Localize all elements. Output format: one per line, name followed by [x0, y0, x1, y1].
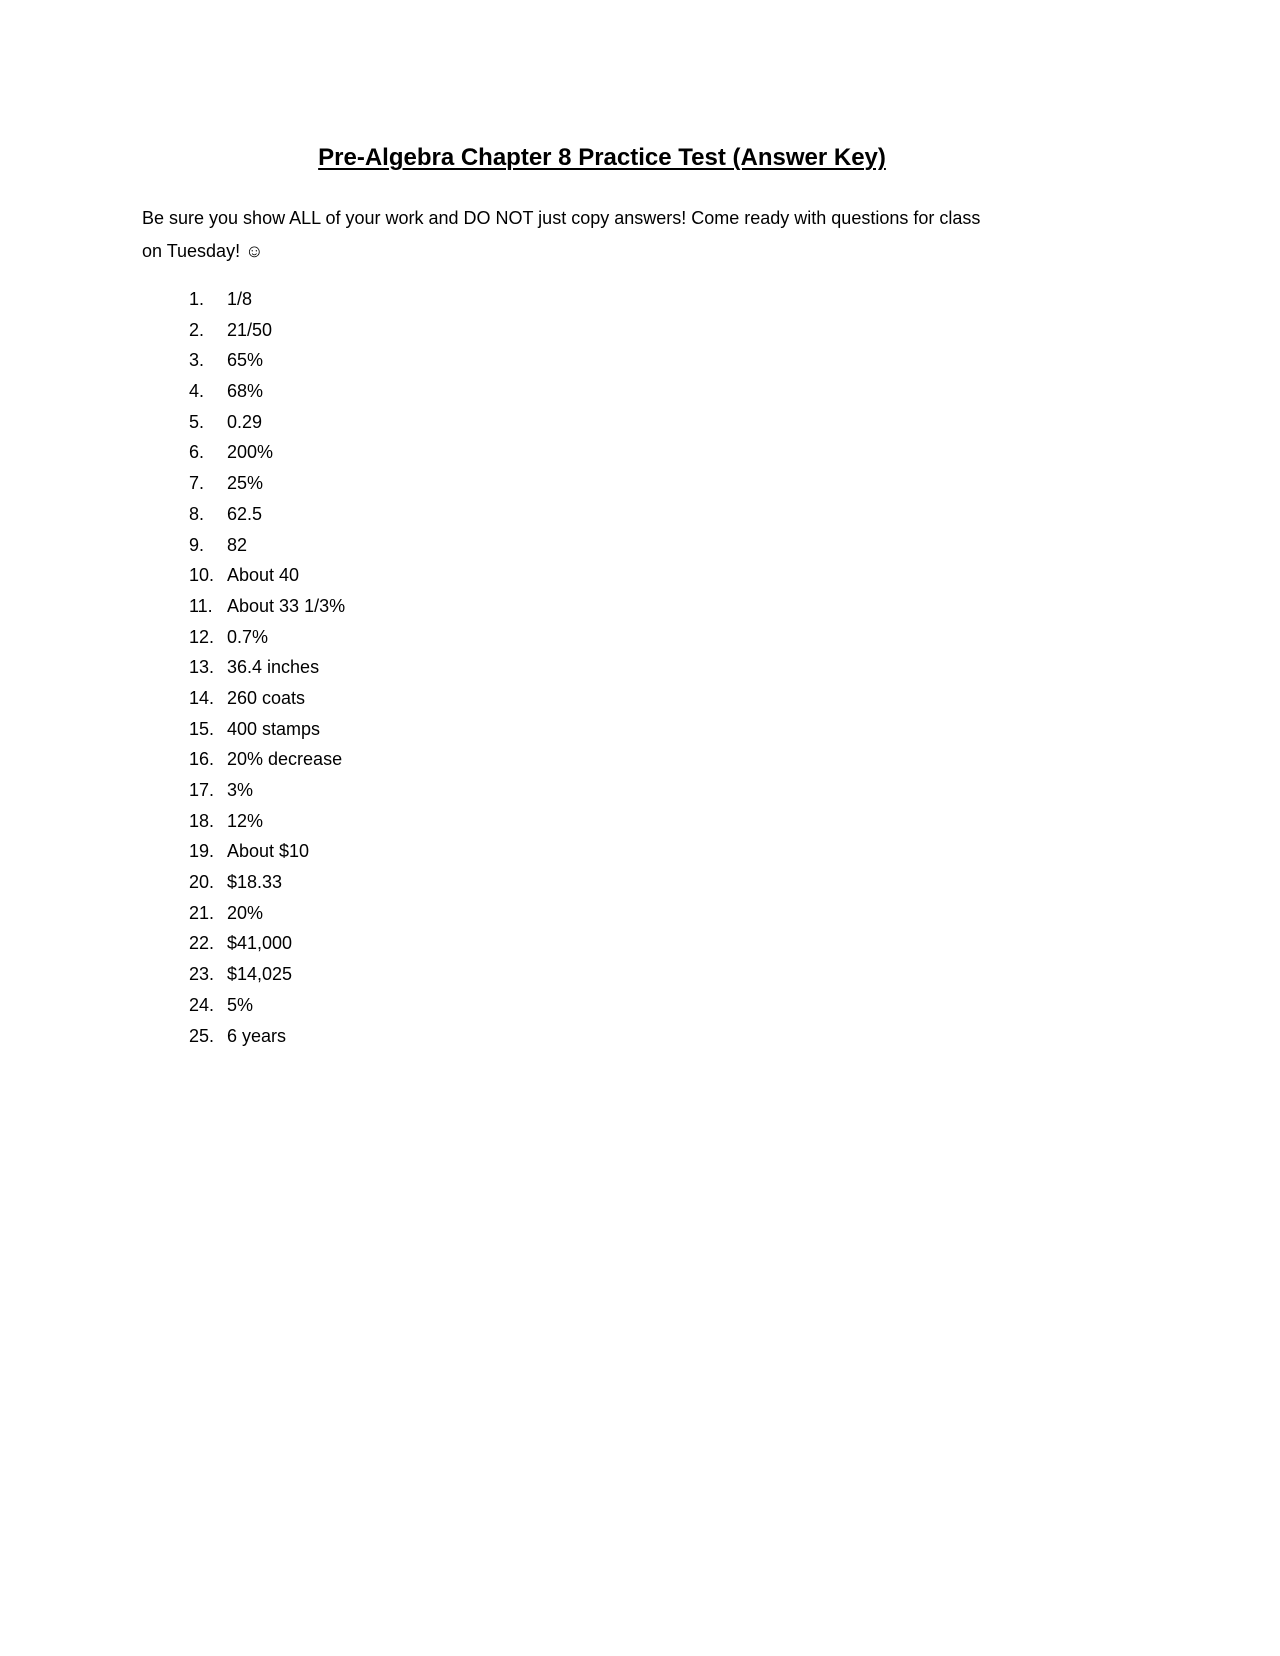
list-item	[142, 1021, 1062, 1052]
list-item-text: 1/8	[227, 289, 253, 309]
list-item-number: 24.	[189, 994, 215, 1015]
list-item-number: 2.	[189, 319, 205, 340]
list-item	[142, 407, 1062, 438]
list-item-text: 82	[227, 534, 248, 555]
list-item-number: 13.	[189, 657, 215, 678]
list-item-number: 1.	[189, 289, 205, 309]
intro-line-2: on Tuesday! ☺	[142, 241, 264, 261]
list-item-number: 22.	[189, 933, 215, 954]
list-item	[142, 775, 1062, 806]
list-item	[142, 683, 1062, 714]
list-item-number: 23.	[189, 964, 215, 985]
list-item-text: 0.7%	[227, 626, 269, 647]
list-item-number: 3.	[189, 350, 205, 371]
list-item	[142, 898, 1062, 929]
list-item	[142, 836, 1062, 867]
answer-list	[142, 284, 1062, 1051]
list-item	[142, 622, 1062, 653]
list-item-number: 9.	[189, 534, 205, 555]
list-item-number: 25.	[189, 1025, 215, 1046]
list-item-text: $18.33	[227, 872, 283, 893]
list-item	[142, 591, 1062, 622]
list-item-text: $41,000	[227, 933, 293, 954]
list-item-text: 25%	[227, 473, 264, 494]
list-item-number: 18.	[189, 810, 215, 831]
list-item	[142, 744, 1062, 775]
list-item-text: 0.29	[227, 411, 263, 432]
list-item	[142, 867, 1062, 898]
list-item-number: 17.	[189, 780, 215, 800]
list-item-number: 20.	[189, 872, 215, 893]
list-item	[142, 315, 1062, 346]
list-item	[142, 468, 1062, 499]
list-item-text: 5%	[227, 994, 254, 1015]
list-item-number: 5.	[189, 411, 205, 432]
list-item-number: 10.	[189, 565, 215, 586]
page-title	[142, 0, 1062, 172]
list-item-text: 12%	[227, 810, 264, 831]
list-item-number: 11.	[189, 595, 213, 616]
list-item-text: 200%	[227, 442, 274, 463]
list-item-number: 7.	[189, 473, 205, 494]
list-item-text: 6 years	[227, 1025, 287, 1046]
list-item	[142, 928, 1062, 959]
list-item-text: About 33 1/3%	[227, 595, 346, 616]
list-item-text: 65%	[227, 350, 264, 371]
list-item-text: 20% decrease	[227, 749, 343, 770]
list-item-number: 8.	[189, 503, 205, 524]
list-item-text: 400 stamps	[227, 718, 321, 739]
list-item-number: 12.	[189, 626, 215, 647]
list-item-text: 3%	[227, 780, 254, 800]
list-item	[142, 437, 1062, 468]
list-item-number: 6.	[189, 442, 205, 463]
list-item	[142, 284, 1062, 315]
list-item	[142, 560, 1062, 591]
list-item-text: 62.5	[227, 503, 263, 524]
list-item	[142, 345, 1062, 376]
list-item-number: 16.	[189, 749, 215, 770]
list-item-number: 15.	[189, 718, 215, 739]
list-item	[142, 652, 1062, 683]
list-item-number: 4.	[189, 381, 205, 402]
intro-line-1: Be sure you show ALL of your work and DO NOT just copy answers! Come ready with questions for class	[142, 208, 981, 228]
page-title-text: Pre-Algebra Chapter 8 Practice Test (Answer Key)	[318, 144, 886, 171]
list-item	[142, 376, 1062, 407]
intro-paragraph	[142, 202, 1062, 268]
list-item-text: 21/50	[227, 319, 273, 340]
list-item	[142, 530, 1062, 561]
list-item-text: 20%	[227, 902, 264, 923]
list-item-number: 14.	[189, 687, 215, 708]
list-item-text: About 40	[227, 565, 300, 586]
list-item-text: 68%	[227, 381, 264, 402]
list-item-text: 260 coats	[227, 687, 306, 708]
list-item-number: 21.	[189, 902, 215, 923]
list-item	[142, 959, 1062, 990]
list-item	[142, 499, 1062, 530]
list-item	[142, 990, 1062, 1021]
list-item	[142, 714, 1062, 745]
list-item-text: 36.4 inches	[227, 657, 320, 678]
list-item-number: 19.	[189, 841, 215, 862]
list-item-text: About $10	[227, 841, 310, 862]
list-item-text: $14,025	[227, 964, 293, 985]
list-item	[142, 806, 1062, 837]
